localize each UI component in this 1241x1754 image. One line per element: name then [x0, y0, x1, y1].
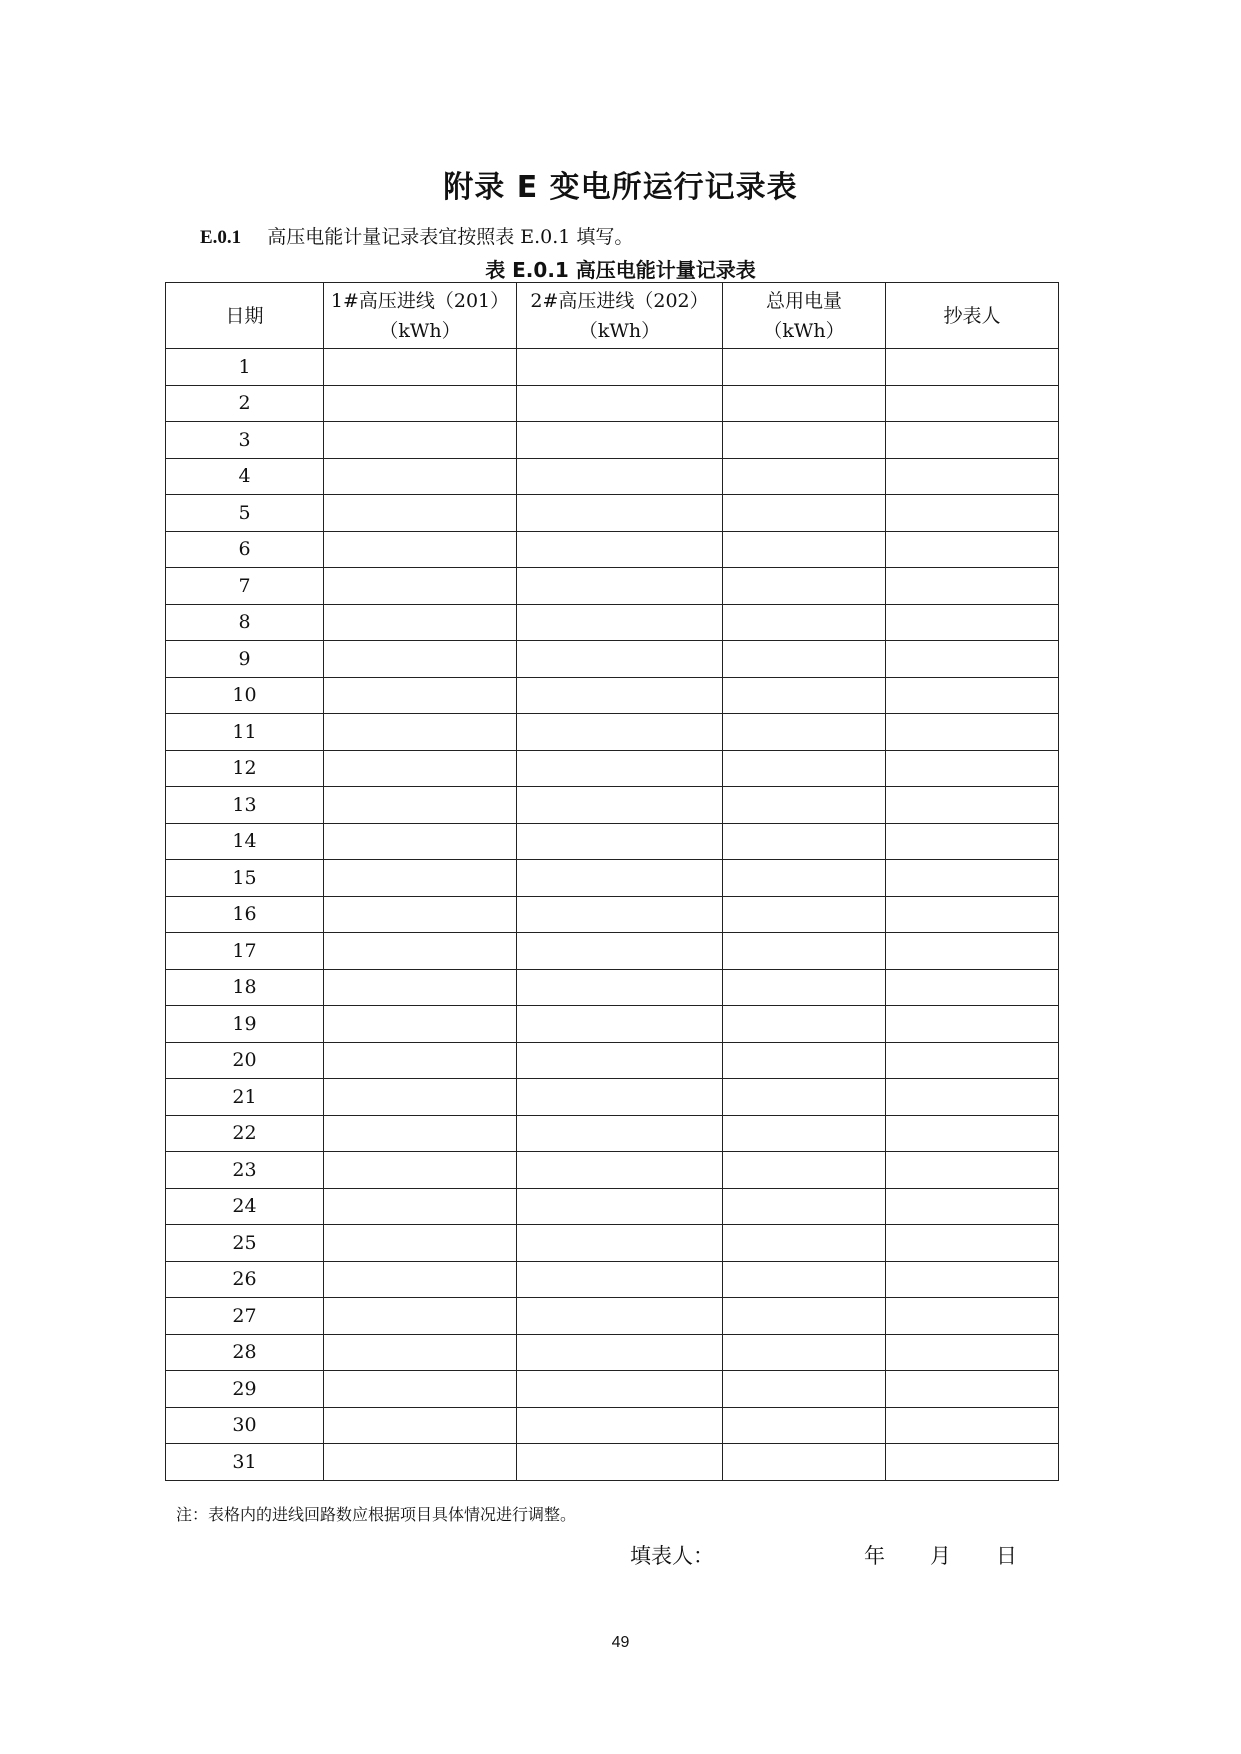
table-header-row — [166, 283, 1059, 349]
table-row — [166, 787, 1059, 824]
total-consumption-cell[interactable] — [723, 495, 886, 532]
table-row — [166, 1115, 1059, 1152]
total-consumption-cell[interactable] — [723, 385, 886, 422]
day-cell: 31 — [166, 1444, 324, 1481]
table-row — [166, 1261, 1059, 1298]
meter-reader-cell[interactable] — [886, 568, 1059, 605]
day-cell: 3 — [166, 422, 324, 459]
table-row — [166, 604, 1059, 641]
meter-reader-cell[interactable] — [886, 1225, 1059, 1262]
table-row — [166, 1225, 1059, 1262]
incoming-line-2-cell[interactable] — [517, 604, 723, 641]
meter-reader-cell[interactable] — [886, 641, 1059, 678]
meter-reader-cell[interactable] — [886, 1444, 1059, 1481]
day-cell: 7 — [166, 568, 324, 605]
incoming-line-1-cell[interactable] — [324, 1042, 517, 1079]
incoming-line-1-cell[interactable] — [324, 1298, 517, 1335]
day-cell: 16 — [166, 896, 324, 933]
incoming-line-1-cell[interactable] — [324, 641, 517, 678]
table-row — [166, 823, 1059, 860]
incoming-line-2-cell[interactable] — [517, 531, 723, 568]
table-row — [166, 750, 1059, 787]
incoming-line-1-cell[interactable] — [324, 1225, 517, 1262]
total-consumption-cell[interactable] — [723, 1407, 886, 1444]
day-cell: 8 — [166, 604, 324, 641]
total-consumption-cell[interactable] — [723, 1298, 886, 1335]
incoming-line-1-cell[interactable] — [324, 604, 517, 641]
incoming-line-2-cell[interactable] — [517, 641, 723, 678]
incoming-line-2-cell[interactable] — [517, 458, 723, 495]
day-cell: 20 — [166, 1042, 324, 1079]
total-consumption-cell[interactable] — [723, 422, 886, 459]
incoming-line-1-cell[interactable] — [324, 1371, 517, 1408]
table-row — [166, 969, 1059, 1006]
table-row — [166, 1188, 1059, 1225]
total-consumption-cell[interactable] — [723, 531, 886, 568]
day-cell: 15 — [166, 860, 324, 897]
incoming-line-2-cell[interactable] — [517, 1371, 723, 1408]
meter-reader-cell[interactable] — [886, 1006, 1059, 1043]
meter-reader-cell[interactable] — [886, 714, 1059, 751]
total-consumption-cell[interactable] — [723, 1079, 886, 1116]
day-cell: 30 — [166, 1407, 324, 1444]
incoming-line-1-cell[interactable] — [324, 568, 517, 605]
year-label: 年 — [864, 1544, 885, 1568]
incoming-line-1-cell[interactable] — [324, 677, 517, 714]
incoming-line-1-cell[interactable] — [324, 1188, 517, 1225]
total-consumption-cell[interactable] — [723, 604, 886, 641]
meter-reader-cell[interactable] — [886, 385, 1059, 422]
total-consumption-cell[interactable] — [723, 896, 886, 933]
incoming-line-2-cell[interactable] — [517, 1407, 723, 1444]
table-row — [166, 1298, 1059, 1335]
day-cell: 21 — [166, 1079, 324, 1116]
signature-line — [630, 1540, 1017, 1570]
meter-reader-cell[interactable] — [886, 1115, 1059, 1152]
total-consumption-cell[interactable] — [723, 458, 886, 495]
day-cell: 29 — [166, 1371, 324, 1408]
incoming-line-2-cell[interactable] — [517, 1261, 723, 1298]
header-unit: （kWh） — [379, 319, 461, 342]
incoming-line-2-cell[interactable] — [517, 422, 723, 459]
month-label: 月 — [930, 1544, 951, 1568]
total-consumption-cell[interactable] — [723, 568, 886, 605]
total-consumption-cell[interactable] — [723, 641, 886, 678]
table-row — [166, 1371, 1059, 1408]
day-cell: 19 — [166, 1006, 324, 1043]
meter-reader-cell[interactable] — [886, 422, 1059, 459]
day-cell: 10 — [166, 677, 324, 714]
total-consumption-cell[interactable] — [723, 787, 886, 824]
total-consumption-cell[interactable] — [723, 1371, 886, 1408]
day-cell: 25 — [166, 1225, 324, 1262]
header-date: 日期 — [166, 283, 324, 349]
meter-reader-cell[interactable] — [886, 933, 1059, 970]
incoming-line-2-cell[interactable] — [517, 349, 723, 386]
day-cell: 23 — [166, 1152, 324, 1189]
header-meter-reader: 抄表人 — [886, 283, 1059, 349]
appendix-title: 附录 E 变电所运行记录表 — [443, 170, 798, 205]
table-row — [166, 933, 1059, 970]
total-consumption-cell[interactable] — [723, 677, 886, 714]
table-row — [166, 1444, 1059, 1481]
incoming-line-1-cell[interactable] — [324, 823, 517, 860]
meter-reader-cell[interactable] — [886, 604, 1059, 641]
day-label: 日 — [996, 1544, 1017, 1568]
total-consumption-cell[interactable] — [723, 1115, 886, 1152]
energy-metering-table — [165, 282, 1059, 1481]
day-cell: 22 — [166, 1115, 324, 1152]
incoming-line-1-cell[interactable] — [324, 1444, 517, 1481]
table-row — [166, 641, 1059, 678]
total-consumption-cell[interactable] — [723, 1152, 886, 1189]
incoming-line-1-cell[interactable] — [324, 1334, 517, 1371]
incoming-line-1-cell[interactable] — [324, 531, 517, 568]
incoming-line-2-cell[interactable] — [517, 1334, 723, 1371]
clause-paragraph — [200, 222, 633, 249]
header-unit: （kWh） — [578, 319, 661, 342]
incoming-line-1-cell[interactable] — [324, 787, 517, 824]
meter-reader-cell[interactable] — [886, 495, 1059, 532]
total-consumption-cell[interactable] — [723, 1042, 886, 1079]
meter-reader-cell[interactable] — [886, 787, 1059, 824]
day-cell: 17 — [166, 933, 324, 970]
incoming-line-1-cell[interactable] — [324, 495, 517, 532]
table-caption: 表 E.0.1 高压电能计量记录表 — [485, 258, 756, 282]
meter-reader-cell[interactable] — [886, 349, 1059, 386]
header-unit: （kWh） — [763, 319, 845, 342]
incoming-line-1-cell[interactable] — [324, 714, 517, 751]
incoming-line-1-cell[interactable] — [324, 422, 517, 459]
table-row — [166, 385, 1059, 422]
meter-reader-cell[interactable] — [886, 1261, 1059, 1298]
incoming-line-1-cell[interactable] — [324, 385, 517, 422]
total-consumption-cell[interactable] — [723, 1261, 886, 1298]
meter-reader-cell[interactable] — [886, 1188, 1059, 1225]
table-row — [166, 422, 1059, 459]
meter-reader-cell[interactable] — [886, 823, 1059, 860]
total-consumption-cell[interactable] — [723, 1188, 886, 1225]
meter-reader-cell[interactable] — [886, 1334, 1059, 1371]
header-total-consumption: 总用电量 （kWh） — [723, 283, 886, 349]
incoming-line-1-cell[interactable] — [324, 860, 517, 897]
table-row — [166, 531, 1059, 568]
table-row — [166, 677, 1059, 714]
meter-reader-cell[interactable] — [886, 1298, 1059, 1335]
table-row — [166, 1006, 1059, 1043]
table-row — [166, 1042, 1059, 1079]
table-row — [166, 495, 1059, 532]
table-note: 注：表格内的进线回路数应根据项目具体情况进行调整。 — [176, 1505, 577, 1524]
incoming-line-2-cell[interactable] — [517, 1006, 723, 1043]
total-consumption-cell[interactable] — [723, 969, 886, 1006]
incoming-line-2-cell[interactable] — [517, 385, 723, 422]
table-row — [166, 568, 1059, 605]
day-cell: 14 — [166, 823, 324, 860]
incoming-line-2-cell[interactable] — [517, 969, 723, 1006]
incoming-line-2-cell[interactable] — [517, 896, 723, 933]
incoming-line-2-cell[interactable] — [517, 1115, 723, 1152]
table-row — [166, 349, 1059, 386]
day-cell: 4 — [166, 458, 324, 495]
header-incoming-line-2: 2#高压进线（202） （kWh） — [517, 283, 723, 349]
incoming-line-2-cell[interactable] — [517, 677, 723, 714]
incoming-line-1-cell[interactable] — [324, 1261, 517, 1298]
meter-reader-cell[interactable] — [886, 458, 1059, 495]
incoming-line-2-cell[interactable] — [517, 750, 723, 787]
total-consumption-cell[interactable] — [723, 349, 886, 386]
incoming-line-2-cell[interactable] — [517, 1444, 723, 1481]
meter-reader-cell[interactable] — [886, 896, 1059, 933]
incoming-line-1-cell[interactable] — [324, 458, 517, 495]
incoming-line-2-cell[interactable] — [517, 1298, 723, 1335]
day-cell: 18 — [166, 969, 324, 1006]
day-cell: 1 — [166, 349, 324, 386]
day-cell: 28 — [166, 1334, 324, 1371]
day-cell: 26 — [166, 1261, 324, 1298]
meter-reader-cell[interactable] — [886, 677, 1059, 714]
day-cell: 2 — [166, 385, 324, 422]
table-row — [166, 896, 1059, 933]
meter-reader-cell[interactable] — [886, 860, 1059, 897]
meter-reader-cell[interactable] — [886, 969, 1059, 1006]
incoming-line-2-cell[interactable] — [517, 1188, 723, 1225]
table-row — [166, 1079, 1059, 1116]
meter-reader-cell[interactable] — [886, 1407, 1059, 1444]
filler-label: 填表人： — [630, 1544, 714, 1568]
total-consumption-cell[interactable] — [723, 823, 886, 860]
day-cell: 27 — [166, 1298, 324, 1335]
day-cell: 5 — [166, 495, 324, 532]
incoming-line-1-cell[interactable] — [324, 750, 517, 787]
table-row — [166, 714, 1059, 751]
incoming-line-1-cell[interactable] — [324, 969, 517, 1006]
meter-reader-cell[interactable] — [886, 531, 1059, 568]
meter-reader-cell[interactable] — [886, 1152, 1059, 1189]
incoming-line-2-cell[interactable] — [517, 933, 723, 970]
incoming-line-2-cell[interactable] — [517, 714, 723, 751]
meter-reader-cell[interactable] — [886, 1371, 1059, 1408]
total-consumption-cell[interactable] — [723, 860, 886, 897]
incoming-line-1-cell[interactable] — [324, 1152, 517, 1189]
day-cell: 13 — [166, 787, 324, 824]
clause-text: 高压电能计量记录表宜按照表 E.0.1 填写。 — [267, 226, 634, 248]
incoming-line-2-cell[interactable] — [517, 495, 723, 532]
incoming-line-2-cell[interactable] — [517, 1079, 723, 1116]
incoming-line-1-cell[interactable] — [324, 349, 517, 386]
table-row — [166, 1152, 1059, 1189]
incoming-line-1-cell[interactable] — [324, 933, 517, 970]
incoming-line-1-cell[interactable] — [324, 1115, 517, 1152]
total-consumption-cell[interactable] — [723, 933, 886, 970]
total-consumption-cell[interactable] — [723, 1006, 886, 1043]
incoming-line-2-cell[interactable] — [517, 860, 723, 897]
incoming-line-2-cell[interactable] — [517, 1042, 723, 1079]
page-number: 49 — [611, 1634, 630, 1651]
table-row — [166, 1334, 1059, 1371]
day-cell: 6 — [166, 531, 324, 568]
incoming-line-1-cell[interactable] — [324, 1006, 517, 1043]
total-consumption-cell[interactable] — [723, 1334, 886, 1371]
meter-reader-cell[interactable] — [886, 750, 1059, 787]
table-row — [166, 1407, 1059, 1444]
incoming-line-2-cell[interactable] — [517, 787, 723, 824]
day-cell: 11 — [166, 714, 324, 751]
day-cell: 24 — [166, 1188, 324, 1225]
incoming-line-2-cell[interactable] — [517, 823, 723, 860]
table-row — [166, 458, 1059, 495]
day-cell: 9 — [166, 641, 324, 678]
day-cell: 12 — [166, 750, 324, 787]
total-consumption-cell[interactable] — [723, 1225, 886, 1262]
meter-reader-cell[interactable] — [886, 1042, 1059, 1079]
clause-number: E.0.1 — [200, 227, 242, 248]
incoming-line-2-cell[interactable] — [517, 1152, 723, 1189]
header-incoming-line-1: 1#高压进线（201） （kWh） — [324, 283, 517, 349]
incoming-line-2-cell[interactable] — [517, 568, 723, 605]
total-consumption-cell[interactable] — [723, 750, 886, 787]
total-consumption-cell[interactable] — [723, 714, 886, 751]
table-row — [166, 860, 1059, 897]
total-consumption-cell[interactable] — [723, 1444, 886, 1481]
incoming-line-1-cell[interactable] — [324, 896, 517, 933]
incoming-line-1-cell[interactable] — [324, 1407, 517, 1444]
incoming-line-1-cell[interactable] — [324, 1079, 517, 1116]
incoming-line-2-cell[interactable] — [517, 1225, 723, 1262]
table-body — [166, 349, 1059, 1481]
meter-reader-cell[interactable] — [886, 1079, 1059, 1116]
